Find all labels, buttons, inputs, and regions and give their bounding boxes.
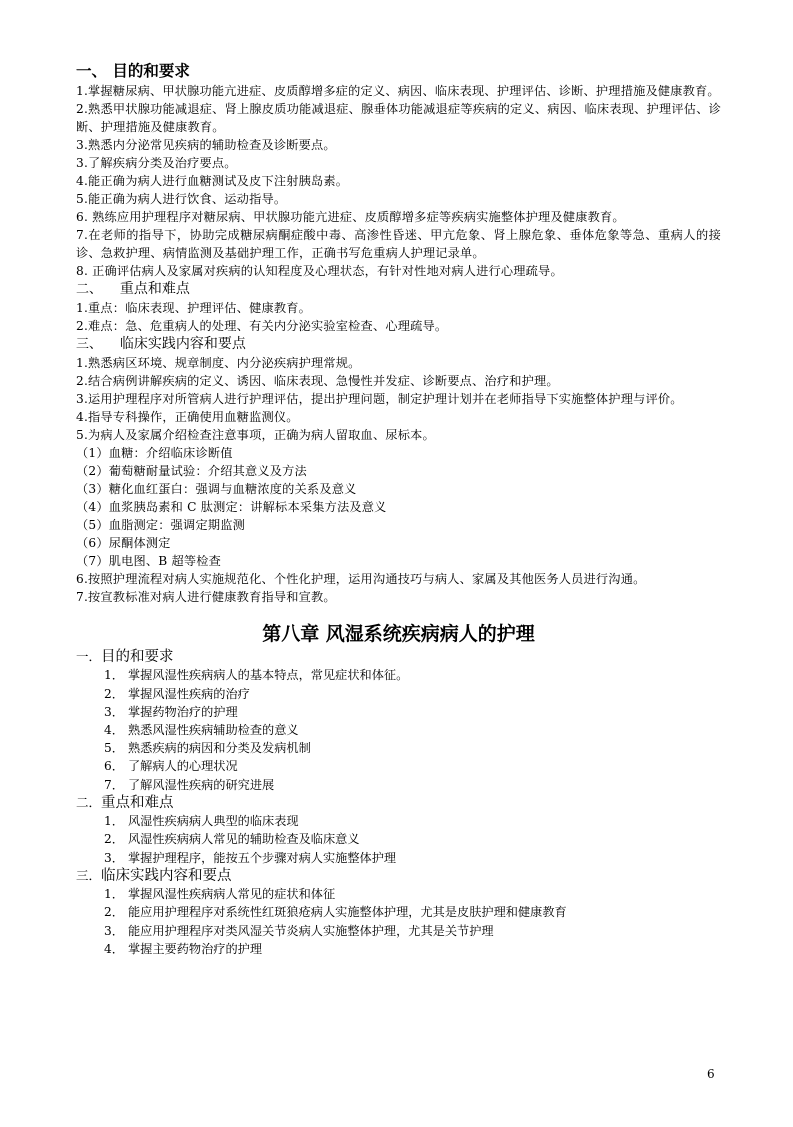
heading-text: 重点和难点	[101, 794, 174, 811]
heading-number: 二．	[76, 794, 102, 810]
list-text: 了解病人的心理状况	[128, 759, 238, 774]
list-text: 熟悉疾病的病因和分类及发病机制	[128, 741, 311, 756]
paragraph: 5.能正确为病人进行饮食、运动指导。	[76, 192, 287, 206]
list-number: 7．	[104, 777, 124, 792]
sub-item: （5）血脂测定：强调定期监测	[76, 518, 245, 532]
list-item	[76, 666, 721, 684]
heading-number: 二、	[76, 282, 103, 297]
list-item	[76, 849, 721, 867]
list-text: 了解风湿性疾病的研究进展	[128, 777, 275, 792]
list-number: 2．	[104, 686, 124, 701]
list-number: 1．	[104, 668, 124, 683]
list-item	[76, 885, 721, 903]
sub-item: （6）尿酮体测定	[76, 536, 171, 550]
list-text: 能应用护理程序对系统性红斑狼疮病人实施整体护理，尤其是皮肤护理和健康教育	[128, 905, 567, 920]
list-number: 2．	[104, 832, 124, 847]
list-number: 4．	[104, 941, 124, 956]
paragraph: 2.熟悉甲状腺功能减退症、肾上腺皮质功能减退症、腺垂体功能减退症等疾病的定义、病因、临床表现、护理评估、诊断、护理措施及健康教育。	[76, 102, 721, 134]
section-heading-key-points	[76, 280, 721, 299]
list-text: 风湿性疾病病人常见的辅助检查及临床意义	[128, 832, 360, 847]
list-number: 5．	[104, 741, 124, 756]
sub-item: （7）肌电图、B 超等检查	[76, 554, 222, 568]
heading-text: 目的和要求	[101, 649, 174, 665]
sub-item: （1）血糖：介绍临床诊断值	[76, 446, 233, 460]
section-rheumatic	[76, 648, 721, 958]
list-item	[76, 776, 721, 794]
section-endocrine	[76, 60, 721, 606]
list-number: 3．	[104, 704, 124, 719]
list-item	[76, 739, 721, 757]
paragraph: 5.为病人及家属介绍检查注意事项，正确为病人留取血、尿标本。	[76, 428, 435, 442]
paragraph: 2.难点：急、危重病人的处理、有关内分泌实验室检查、心理疏导。	[76, 319, 448, 333]
list-text: 掌握主要药物治疗的护理	[128, 941, 263, 956]
list-text: 熟悉风湿性疾病辅助检查的意义	[128, 723, 299, 738]
paragraph: 8. 正确评估病人及家属对疾病的认知程度及心理状态，有针对性地对病人进行心理疏导。	[76, 264, 563, 278]
paragraph: 3.运用护理程序对所管病人进行护理评估，提出护理问题，制定护理计划并在老师指导下实施整体护理与评价。	[76, 392, 683, 406]
chapter-title: 第八章 风湿系统疾病病人的护理	[262, 623, 535, 645]
paragraph: 1.熟悉病区环境、规章制度、内分泌疾病护理常规。	[76, 356, 361, 370]
paragraph: 1.重点：临床表现、护理评估、健康教育。	[76, 301, 312, 315]
list-text: 掌握护理程序，能按五个步骤对病人实施整体护理	[128, 850, 397, 865]
heading-text: 重点和难点	[119, 281, 190, 297]
paragraph: 4.能正确为病人进行血糖测试及皮下注射胰岛素。	[76, 174, 349, 188]
heading-text: 临床实践内容和要点	[101, 867, 232, 884]
paragraph: 1.掌握糖尿病、甲状腺功能亢进症、皮质醇增多症的定义、病因、临床表现、护理评估、诊断、护理措施及健康教育。	[76, 84, 720, 98]
section-heading-key-points	[76, 794, 721, 812]
section-heading-goals: 一、 目的和要求	[76, 62, 190, 80]
list-item	[76, 940, 721, 958]
list-item	[76, 830, 721, 848]
list-number: 3．	[104, 923, 124, 938]
list-item	[76, 685, 721, 703]
paragraph: 7.在老师的指导下，协助完成糖尿病酮症酸中毒、高渗性昏迷、甲亢危象、肾上腺危象、垂体危象等急、重病人的接诊、急救护理、病情监测及基础护理工作，正确书写危重病人护理记录单。	[76, 228, 721, 260]
list-text: 风湿性疾病病人典型的临床表现	[128, 814, 299, 829]
heading-number: 三．	[76, 867, 102, 883]
page-number: 6	[707, 1067, 715, 1081]
section-heading-practice	[76, 335, 721, 354]
sub-item: （2）葡萄糖耐量试验：介绍其意义及方法	[76, 464, 307, 478]
heading-number: 一．	[76, 649, 102, 664]
paragraph: 3.了解疾病分类及治疗要点。	[76, 156, 237, 170]
list-item	[76, 903, 721, 921]
paragraph: 2.结合病例讲解疾病的定义、诱因、临床表现、急慢性并发症、诊断要点、治疗和护理。	[76, 374, 559, 388]
list-number: 4．	[104, 723, 124, 738]
paragraph: 7.按宣教标准对病人进行健康教育指导和宣教。	[76, 590, 336, 604]
paragraph: 6.按照护理流程对病人实施规范化、个性化护理，运用沟通技巧与病人、家属及其他医务人员进行沟通。	[76, 572, 646, 586]
sub-item: （3）糖化血红蛋白：强调与血糖浓度的关系及意义	[76, 482, 357, 496]
paragraph: 3.熟悉内分泌常见疾病的辅助检查及诊断要点。	[76, 138, 336, 152]
paragraph: 6. 熟练应用护理程序对糖尿病、甲状腺功能亢进症、皮质醇增多症等疾病实施整体护理及健康教育。	[76, 210, 625, 224]
list-item	[76, 703, 721, 721]
list-text: 能应用护理程序对类风湿关节炎病人实施整体护理，尤其是关节护理	[128, 923, 494, 938]
list-number: 6．	[104, 759, 124, 774]
sub-item: （4）血浆胰岛素和 C 肽测定：讲解标本采集方法及意义	[76, 500, 387, 514]
list-item	[76, 812, 721, 830]
list-number: 1．	[104, 814, 124, 829]
section-heading-goals	[76, 648, 721, 666]
list-item	[76, 757, 721, 775]
list-text: 掌握风湿性疾病病人的基本特点，常见症状和体征。	[128, 668, 409, 683]
paragraph: 4.指导专科操作，正确使用血糖监测仪。	[76, 410, 299, 424]
heading-number: 三、	[76, 337, 103, 352]
list-number: 1．	[104, 887, 124, 902]
section-heading-practice	[76, 867, 721, 885]
list-item	[76, 721, 721, 739]
heading-text: 临床实践内容和要点	[119, 336, 246, 352]
list-text: 掌握药物治疗的护理	[128, 704, 238, 719]
list-text: 掌握风湿性疾病病人常见的症状和体征	[128, 887, 336, 902]
list-number: 2．	[104, 905, 124, 920]
list-text: 掌握风湿性疾病的治疗	[128, 686, 250, 701]
list-number: 3．	[104, 850, 124, 865]
list-item	[76, 922, 721, 940]
document-page	[76, 60, 721, 958]
